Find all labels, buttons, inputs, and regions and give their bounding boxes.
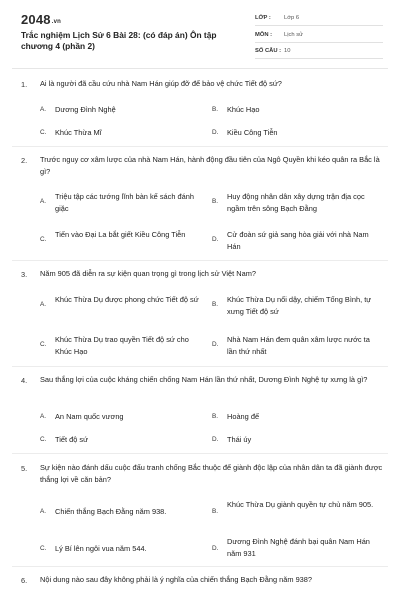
question-number: 6. [21,576,28,585]
option-letter: B. [212,301,219,308]
question-text: Trước nguy cơ xâm lược của nhà Nam Hán, hành động đầu tiên của Ngô Quyền khi kéo quân ra Bắc là gì? [40,155,380,176]
question-text: Sau thắng lợi của cuộc kháng chiến chống Nam Hán lần thứ nhất, Dương Đình Nghệ tự xưng là gì? [40,375,368,384]
question-divider [12,146,388,147]
option-text[interactable]: Khúc Thừa Dụ giành quyền tự chủ năm 905. [227,500,374,509]
option-text[interactable]: Dương Đình Nghệ [55,105,116,114]
option-letter: C. [40,436,47,443]
option-text[interactable]: Khúc Thừa Dụ trao quyền Tiết độ sứ cho Khúc Hạo [55,335,189,356]
option-text[interactable]: Dương Đình Nghệ đánh bại quân Nam Hán năm 931 [227,537,370,558]
option-text[interactable]: Huy động nhân dân xây dựng trận địa cọc ngầm trên sông Bạch Đằng [227,192,365,213]
option-letter: C. [40,236,47,243]
option-letter: D. [212,129,219,136]
meta-key: SỐ CÂU : [255,48,282,54]
question-text: Ai là người đã cầu cứu nhà Nam Hán giúp đỡ để bảo vệ chức Tiết độ sứ? [40,79,282,88]
option-letter: D. [212,436,219,443]
logo-text: 2048 [21,12,51,27]
option-letter: B. [212,198,219,205]
option-text[interactable]: Khúc Hạo [227,105,260,114]
question-number: 5. [21,464,28,473]
meta-value: 10 [284,48,291,54]
question-text: Năm 905 đã diễn ra sự kiện quan trọng gì trong lịch sử Việt Nam? [40,269,256,278]
option-text[interactable]: Nhà Nam Hán đem quân xâm lược nước ta lần thứ nhất [227,335,370,356]
option-letter: D. [212,545,219,552]
option-text[interactable]: Chiến thắng Bạch Đằng năm 938. [55,507,167,516]
option-letter: A. [40,106,47,113]
option-letter: D. [212,341,219,348]
option-text[interactable]: An Nam quốc vương [55,412,124,421]
option-text[interactable]: Triệu tập các tướng lĩnh bàn kế sách đánh giặc [55,192,194,213]
option-letter: B. [212,413,219,420]
question-number: 2. [21,156,28,165]
question-divider [12,566,388,567]
logo-suffix: .vn [51,19,62,25]
option-text[interactable]: Khúc Thừa Dụ nổi dậy, chiếm Tống Bình, tự xưng Tiết độ sứ [227,295,372,316]
question-divider [12,453,388,454]
question-text: Sự kiện nào đánh dấu cuộc đấu tranh chống Bắc thuộc để giành độc lập của nhân dân ta đã giành được thắng lợi về căn bản? [40,463,383,484]
option-letter: A. [40,508,47,515]
option-text[interactable]: Tiến vào Đại La bắt giết Kiều Công Tiễn [55,230,186,239]
option-letter: C. [40,341,47,348]
option-text[interactable]: Lý Bí lên ngôi vua năm 544. [55,544,147,553]
option-letter: A. [40,413,47,420]
option-letter: A. [40,301,47,308]
option-text[interactable]: Thái úy [227,435,252,444]
question-divider [12,260,388,261]
question-number: 4. [21,376,28,385]
option-text[interactable]: Khúc Thừa Dụ được phong chức Tiết độ sứ [55,295,199,304]
question-number: 3. [21,270,28,279]
option-text[interactable]: Khúc Thừa Mĩ [55,128,102,137]
meta-value: Lịch sử [284,31,304,38]
option-letter: C. [40,129,47,136]
option-letter: A. [40,198,47,205]
question-divider [12,366,388,367]
option-letter: C. [40,545,47,552]
meta-key: LỚP : [255,15,271,21]
meta-key: MÔN : [255,31,273,38]
option-text[interactable]: Kiều Công Tiễn [227,128,278,137]
page-title: Trắc nghiệm Lịch Sử 6 Bài 28: (có đáp án) Ôn tập chương 4 (phần 2) [21,30,217,51]
option-letter: B. [212,508,219,515]
question-number: 1. [21,80,28,89]
option-letter: B. [212,106,219,113]
option-text[interactable]: Hoàng đế [227,412,260,421]
question-text: Nội dung nào sau đây không phải là ý nghĩa của chiến thắng Bạch Đằng năm 938? [40,575,313,584]
option-text[interactable]: Cử đoàn sứ giả sang hòa giải với nhà Nam Hán [227,230,369,251]
option-letter: D. [212,236,219,243]
meta-value: Lớp 6 [284,15,300,21]
option-text[interactable]: Tiết độ sứ [55,435,89,444]
